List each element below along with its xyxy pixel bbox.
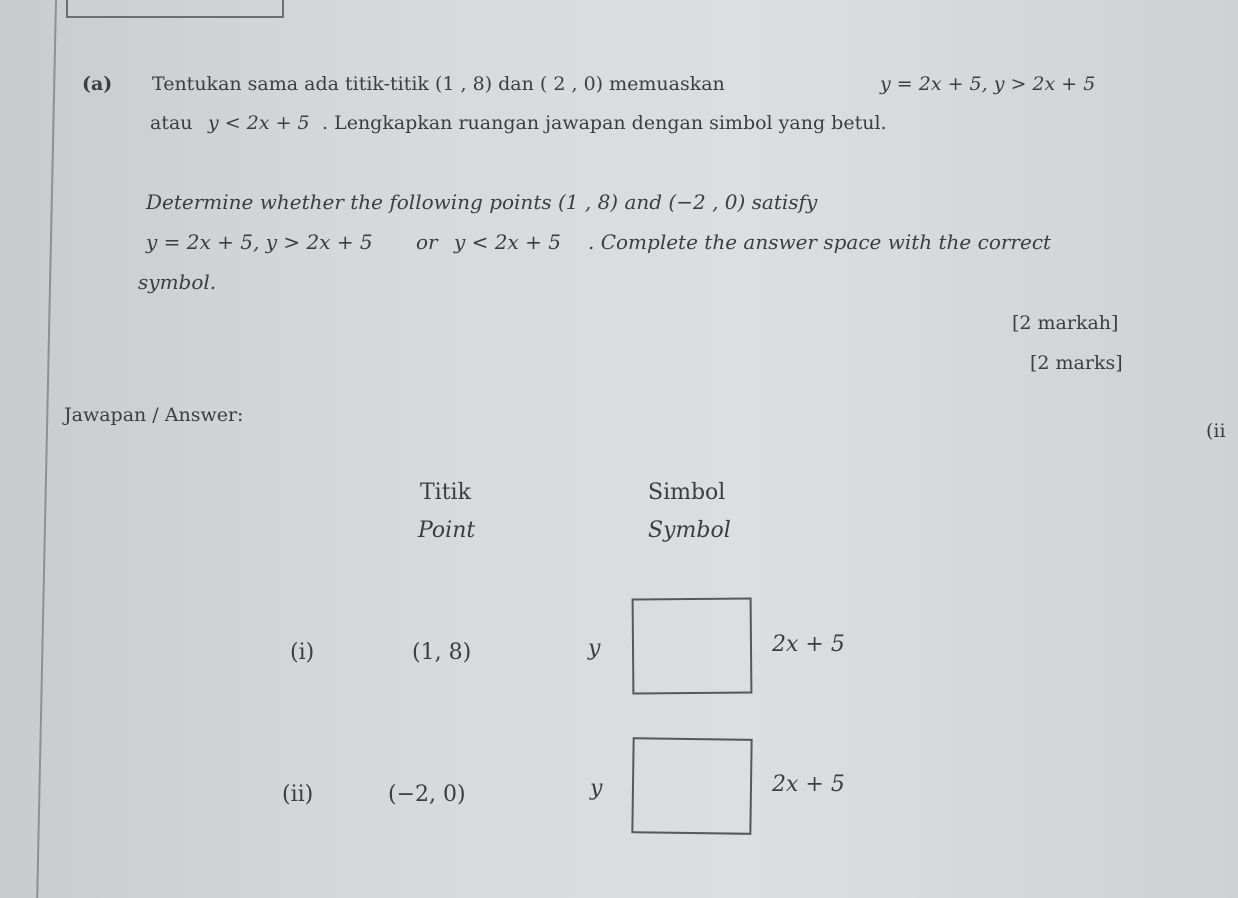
row-point: (1, 8): [412, 640, 472, 665]
question-malay-line2-prefix: atau: [150, 112, 193, 134]
row-label: (ii): [282, 782, 314, 807]
row-rhs: 2x + 5: [772, 632, 845, 657]
question-english-line2-math2: y < 2x + 5: [454, 230, 561, 254]
question-number: (a): [82, 73, 113, 95]
question-malay-line1-math: y = 2x + 5, y > 2x + 5: [880, 73, 1096, 95]
question-english-line1: Determine whether the following points (1 , 8) and (−2 , 0) satisfy: [146, 190, 818, 214]
row-rhs: 2x + 5: [772, 772, 845, 797]
symbol-answer-box[interactable]: [631, 737, 752, 835]
marks-english: [2 marks]: [1030, 352, 1123, 374]
column-header-symbol-english: Symbol: [648, 518, 731, 543]
row-label: (i): [290, 640, 315, 665]
header-box-fragment: [66, 0, 284, 18]
question-malay-line2-suffix: . Lengkapkan ruangan jawapan dengan simbol yang betul.: [322, 112, 887, 134]
column-header-point-english: Point: [418, 518, 476, 543]
question-english-line2-math: y = 2x + 5, y > 2x + 5: [146, 230, 373, 254]
row-lhs: y: [590, 776, 603, 801]
question-english-line2-suffix: . Complete the answer space with the correct: [588, 230, 1052, 254]
column-header-symbol-malay: Simbol: [648, 480, 726, 505]
answer-label: Jawapan / Answer:: [64, 404, 244, 426]
question-malay-line2-math: y < 2x + 5: [208, 112, 310, 134]
question-english-line2-or: or: [416, 230, 438, 254]
row-point: (−2, 0): [388, 782, 466, 807]
column-header-point-malay: Titik: [420, 480, 471, 505]
row-lhs: y: [588, 636, 601, 661]
symbol-answer-box[interactable]: [632, 597, 753, 694]
marks-malay: [2 markah]: [1012, 312, 1119, 334]
side-note: (ii: [1206, 420, 1226, 442]
question-english-line3: symbol.: [138, 270, 217, 294]
question-malay-line1: Tentukan sama ada titik-titik (1 , 8) dan ( 2 , 0) memuaskan: [152, 73, 725, 95]
margin-line: [36, 0, 57, 898]
